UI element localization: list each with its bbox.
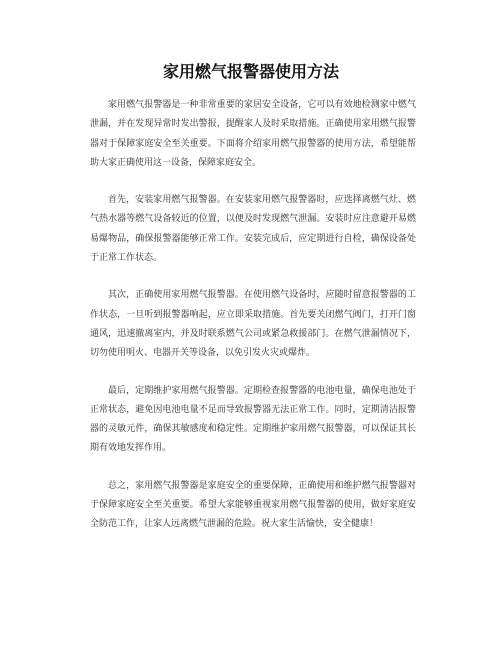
paragraph-intro: 家用燃气报警器是一种非常重要的家居安全设备，它可以有效地检测家中燃气泄漏，并在发现异常时发出警报，提醒家人及时采取措施。正确使用家用燃气报警器对于保障家庭安全至关重要。下面将介绍家用燃气报警器的使用方法，希望能帮助大家正确使用这一设备，保障家庭安全。 bbox=[90, 100, 416, 168]
paragraph-maintenance: 最后，定期维护家用燃气报警器。定期检查报警器的电池电量，确保电池处于正常状态，避免因电池电量不足而导致报警器无法正常工作。同时，定期清洁报警器的灵敏元件，确保其敏感度和稳定性。定期维护家用燃气报警器，可以保证其长期有效地发挥作用。 bbox=[90, 385, 416, 454]
paragraph-installation: 首先，安装家用燃气报警器。在安装家用燃气报警器时，应选择离燃气灶、燃气热水器等燃气设备较近的位置，以便及时发现燃气泄漏。安装时应注意避开易燃易爆物品，确保报警器能够正常工作。安装完成后，应定期进行自检，确保设备处于正常工作状态。 bbox=[90, 195, 416, 264]
paragraph-usage: 其次，正确使用家用燃气报警器。在使用燃气设备时，应随时留意报警器的工作状态，一旦听到报警器响起，应立即采取措施。首先要关闭燃气阀门，打开门窗通风，迅速撤离室内，并及时联系燃气公司或紧急救援部门。在燃气泄漏情况下，切勿使用明火、电器开关等设备，以免引发火灾或爆炸。 bbox=[90, 290, 416, 359]
document-body bbox=[90, 96, 416, 553]
paragraph-conclusion: 总之，家用燃气报警器是家庭安全的重要保障，正确使用和维护燃气报警器对于保障家庭安全至关重要。希望大家能够重视家用燃气报警器的使用，做好家庭安全防范工作，让家人远离燃气泄漏的危险。祝大家生活愉快，安全健康！ bbox=[90, 480, 416, 530]
document-title: 家用燃气报警器使用方法 bbox=[162, 62, 339, 81]
